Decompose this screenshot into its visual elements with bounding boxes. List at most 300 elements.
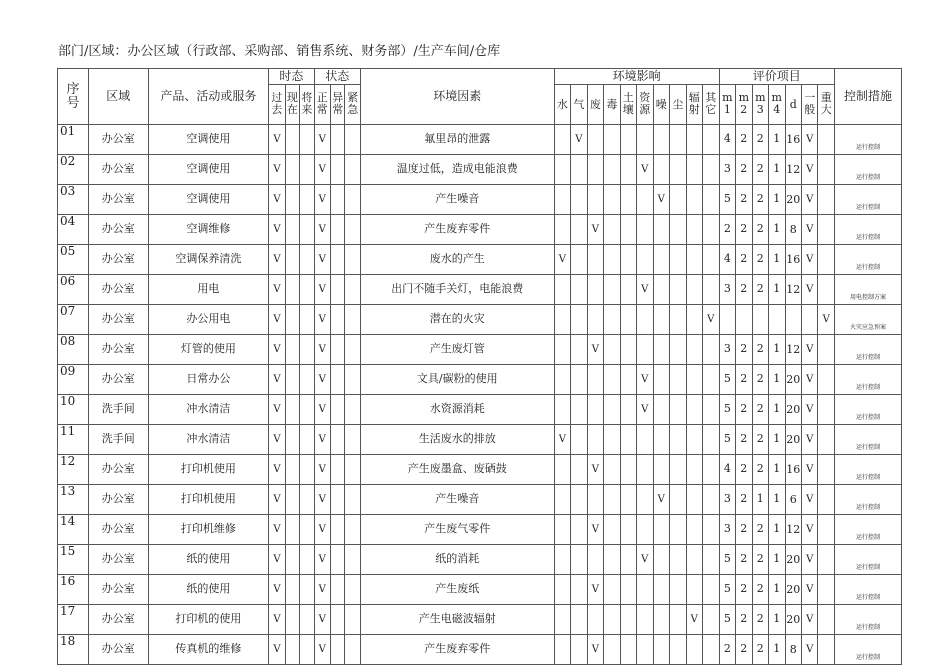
activity-cell: 打印机使用 — [148, 485, 269, 515]
state-mark — [345, 605, 360, 635]
impact-mark — [587, 155, 603, 185]
control-cell: 运行控制 — [834, 545, 901, 575]
row-number: 11 — [58, 425, 89, 455]
tense-mark: V — [269, 125, 285, 155]
level-mark: V — [802, 605, 818, 635]
factor-cell: 产生废墨盒、废硒鼓 — [360, 455, 554, 485]
factor-cell: 温度过低，造成电能浪费 — [360, 155, 554, 185]
impact-mark — [702, 425, 719, 455]
state-mark — [331, 515, 345, 545]
impact-mark — [604, 425, 620, 455]
eval-score: 5 — [719, 395, 735, 425]
impact-mark — [653, 455, 669, 485]
header-impact-soil: 土壤 — [620, 85, 636, 125]
row-number: 05 — [58, 245, 89, 275]
impact-mark — [637, 125, 653, 155]
impact-mark: V — [637, 275, 653, 305]
area-cell: 办公室 — [88, 185, 148, 215]
header-no: 序号 — [58, 69, 89, 125]
impact-mark — [554, 305, 570, 335]
eval-score: 5 — [719, 605, 735, 635]
eval-score: 2 — [752, 365, 768, 395]
eval-d: 16 — [785, 125, 801, 155]
impact-mark — [554, 455, 570, 485]
impact-mark — [620, 335, 636, 365]
impact-mark — [587, 365, 603, 395]
header-eval-m1: m1 — [719, 85, 735, 125]
level-mark — [818, 575, 835, 605]
impact-mark — [587, 245, 603, 275]
level-mark: V — [802, 245, 818, 275]
state-mark: V — [314, 605, 330, 635]
state-mark — [331, 545, 345, 575]
factor-cell: 水资源消耗 — [360, 395, 554, 425]
header-eval: 评价项目 — [719, 69, 834, 85]
impact-mark — [637, 215, 653, 245]
eval-score: 2 — [752, 275, 768, 305]
area-cell: 办公室 — [88, 545, 148, 575]
impact-mark — [653, 215, 669, 245]
state-mark — [345, 275, 360, 305]
impact-mark — [571, 305, 587, 335]
impact-mark — [554, 155, 570, 185]
table-row — [58, 155, 902, 185]
area-cell: 办公室 — [88, 215, 148, 245]
impact-mark — [571, 335, 587, 365]
level-mark — [818, 485, 835, 515]
impact-mark — [620, 485, 636, 515]
eval-score: 1 — [769, 185, 785, 215]
state-mark — [331, 425, 345, 455]
impact-mark — [637, 605, 653, 635]
factor-cell: 出门不随手关灯，电能浪费 — [360, 275, 554, 305]
tense-mark — [300, 335, 314, 365]
eval-score: 3 — [719, 515, 735, 545]
eval-score: 2 — [736, 185, 752, 215]
impact-mark — [620, 125, 636, 155]
state-mark — [331, 125, 345, 155]
state-mark — [331, 245, 345, 275]
eval-score: 2 — [752, 605, 768, 635]
impact-mark — [702, 635, 719, 665]
state-mark — [331, 635, 345, 665]
header-impact-radiation: 辐射 — [686, 85, 702, 125]
activity-cell: 打印机使用 — [148, 455, 269, 485]
impact-mark — [604, 155, 620, 185]
activity-cell: 冲水清洁 — [148, 425, 269, 455]
tense-mark: V — [269, 575, 285, 605]
impact-mark — [653, 275, 669, 305]
state-mark — [345, 635, 360, 665]
impact-mark — [604, 515, 620, 545]
eval-score — [752, 305, 768, 335]
state-mark — [345, 245, 360, 275]
tense-mark — [300, 395, 314, 425]
table-row — [58, 515, 902, 545]
table-row — [58, 275, 902, 305]
control-cell: 运行控制 — [834, 155, 901, 185]
control-cell: 运行控制 — [834, 215, 901, 245]
eval-score: 2 — [719, 215, 735, 245]
impact-mark — [702, 245, 719, 275]
impact-mark — [620, 545, 636, 575]
state-mark — [345, 215, 360, 245]
table-row — [58, 245, 902, 275]
level-mark — [818, 245, 835, 275]
factor-cell: 潜在的火灾 — [360, 305, 554, 335]
impact-mark — [702, 545, 719, 575]
eval-score: 2 — [736, 155, 752, 185]
eval-score: 3 — [719, 275, 735, 305]
impact-mark — [604, 365, 620, 395]
state-mark — [345, 185, 360, 215]
tense-mark: V — [269, 455, 285, 485]
header-state-abnormal: 异常 — [331, 85, 345, 125]
impact-mark: V — [637, 395, 653, 425]
tense-mark: V — [269, 545, 285, 575]
impact-mark — [604, 305, 620, 335]
impact-mark: V — [637, 155, 653, 185]
control-cell: 运行控制 — [834, 125, 901, 155]
impact-mark — [670, 305, 686, 335]
impact-mark: V — [587, 215, 603, 245]
row-number: 18 — [58, 635, 89, 665]
activity-cell: 纸的使用 — [148, 575, 269, 605]
impact-mark — [670, 425, 686, 455]
level-mark — [818, 155, 835, 185]
impact-mark — [670, 155, 686, 185]
eval-score: 3 — [719, 155, 735, 185]
impact-mark — [620, 455, 636, 485]
tense-mark: V — [269, 215, 285, 245]
impact-mark — [554, 125, 570, 155]
impact-mark — [670, 485, 686, 515]
impact-mark — [686, 425, 702, 455]
factor-cell: 产生电磁波辐射 — [360, 605, 554, 635]
tense-mark — [300, 515, 314, 545]
tense-mark: V — [269, 365, 285, 395]
eval-score: 2 — [736, 575, 752, 605]
impact-mark — [686, 485, 702, 515]
table-row — [58, 395, 902, 425]
header-impact: 环境影响 — [554, 69, 719, 85]
state-mark — [345, 335, 360, 365]
impact-mark — [604, 215, 620, 245]
tense-mark: V — [269, 155, 285, 185]
tense-mark — [300, 545, 314, 575]
activity-cell: 打印机的使用 — [148, 605, 269, 635]
eval-d: 12 — [785, 275, 801, 305]
impact-mark — [554, 215, 570, 245]
row-number: 07 — [58, 305, 89, 335]
eval-score: 1 — [769, 245, 785, 275]
level-mark: V — [802, 395, 818, 425]
area-cell: 办公室 — [88, 605, 148, 635]
factor-cell: 氟里昂的泄露 — [360, 125, 554, 155]
tense-mark: V — [269, 245, 285, 275]
tense-mark — [285, 575, 299, 605]
factor-cell: 生活废水的排放 — [360, 425, 554, 455]
activity-cell: 传真机的维修 — [148, 635, 269, 665]
impact-mark — [554, 395, 570, 425]
tense-mark: V — [269, 635, 285, 665]
impact-mark — [637, 485, 653, 515]
level-mark: V — [802, 215, 818, 245]
table-row — [58, 605, 902, 635]
activity-cell: 日常办公 — [148, 365, 269, 395]
tense-mark: V — [269, 425, 285, 455]
control-cell: 运行控制 — [834, 245, 901, 275]
factor-cell: 纸的消耗 — [360, 545, 554, 575]
impact-mark — [571, 605, 587, 635]
eval-score: 2 — [752, 515, 768, 545]
eval-score: 1 — [769, 155, 785, 185]
area-cell: 办公室 — [88, 575, 148, 605]
table-row — [58, 335, 902, 365]
eval-d: 20 — [785, 425, 801, 455]
impact-mark — [670, 215, 686, 245]
tense-mark — [285, 365, 299, 395]
eval-score: 2 — [736, 365, 752, 395]
tense-mark — [285, 245, 299, 275]
level-mark — [818, 275, 835, 305]
impact-mark — [554, 635, 570, 665]
eval-score: 1 — [769, 215, 785, 245]
eval-score: 2 — [752, 575, 768, 605]
impact-mark — [653, 545, 669, 575]
impact-mark — [587, 125, 603, 155]
level-mark — [818, 365, 835, 395]
impact-mark — [686, 275, 702, 305]
impact-mark — [702, 485, 719, 515]
header-state: 状态 — [314, 69, 360, 85]
eval-score: 2 — [719, 635, 735, 665]
impact-mark — [554, 275, 570, 305]
row-number: 09 — [58, 365, 89, 395]
activity-cell: 空调使用 — [148, 155, 269, 185]
header-tense-future: 将来 — [300, 85, 314, 125]
state-mark — [345, 305, 360, 335]
tense-mark — [285, 275, 299, 305]
impact-mark — [653, 305, 669, 335]
state-mark: V — [314, 125, 330, 155]
tense-mark — [300, 575, 314, 605]
row-number: 17 — [58, 605, 89, 635]
impact-mark — [637, 185, 653, 215]
eval-score: 5 — [719, 545, 735, 575]
eval-d: 20 — [785, 395, 801, 425]
eval-score: 2 — [752, 545, 768, 575]
tense-mark — [300, 245, 314, 275]
eval-d: 20 — [785, 545, 801, 575]
impact-mark — [554, 575, 570, 605]
environmental-aspects-table — [57, 68, 902, 665]
impact-mark — [653, 515, 669, 545]
state-mark: V — [314, 635, 330, 665]
impact-mark — [686, 575, 702, 605]
eval-score: 5 — [719, 185, 735, 215]
impact-mark — [702, 365, 719, 395]
tense-mark — [285, 185, 299, 215]
impact-mark — [670, 545, 686, 575]
eval-score: 1 — [769, 335, 785, 365]
impact-mark — [587, 395, 603, 425]
impact-mark — [686, 185, 702, 215]
impact-mark: V — [637, 365, 653, 395]
header-factor: 环境因素 — [360, 69, 554, 125]
impact-mark — [620, 185, 636, 215]
impact-mark — [571, 515, 587, 545]
row-number: 14 — [58, 515, 89, 545]
tense-mark — [285, 335, 299, 365]
impact-mark — [571, 245, 587, 275]
impact-mark — [571, 155, 587, 185]
impact-mark: V — [702, 305, 719, 335]
eval-score: 1 — [769, 575, 785, 605]
impact-mark — [554, 515, 570, 545]
impact-mark — [587, 545, 603, 575]
impact-mark — [587, 485, 603, 515]
area-cell: 办公室 — [88, 515, 148, 545]
eval-score: 2 — [736, 455, 752, 485]
impact-mark — [670, 335, 686, 365]
impact-mark — [637, 335, 653, 365]
header-eval-d: d — [785, 85, 801, 125]
level-mark: V — [802, 425, 818, 455]
impact-mark — [686, 155, 702, 185]
state-mark — [331, 305, 345, 335]
row-number: 10 — [58, 395, 89, 425]
state-mark: V — [314, 335, 330, 365]
level-mark: V — [802, 125, 818, 155]
impact-mark — [686, 635, 702, 665]
impact-mark — [587, 185, 603, 215]
header-impact-air: 气 — [571, 85, 587, 125]
impact-mark: V — [637, 545, 653, 575]
header-impact-waste: 废 — [587, 85, 603, 125]
row-number: 16 — [58, 575, 89, 605]
eval-score: 1 — [769, 635, 785, 665]
table-row — [58, 425, 902, 455]
impact-mark — [571, 485, 587, 515]
header-impact-noise: 噪 — [653, 85, 669, 125]
state-mark — [331, 275, 345, 305]
impact-mark: V — [587, 515, 603, 545]
tense-mark — [300, 305, 314, 335]
level-mark: V — [802, 365, 818, 395]
impact-mark — [571, 365, 587, 395]
header-eval-major: 重大 — [818, 85, 835, 125]
eval-score — [719, 305, 735, 335]
impact-mark — [653, 155, 669, 185]
header-eval-m3: m3 — [752, 85, 768, 125]
impact-mark — [686, 335, 702, 365]
impact-mark — [554, 335, 570, 365]
factor-cell: 产生废弃零件 — [360, 635, 554, 665]
header-impact-toxic: 毒 — [604, 85, 620, 125]
impact-mark — [620, 425, 636, 455]
state-mark — [345, 485, 360, 515]
eval-score: 2 — [752, 635, 768, 665]
impact-mark — [702, 395, 719, 425]
state-mark — [345, 515, 360, 545]
control-cell: 运行控制 — [834, 605, 901, 635]
state-mark — [345, 425, 360, 455]
eval-score: 5 — [719, 575, 735, 605]
impact-mark — [670, 245, 686, 275]
impact-mark — [571, 545, 587, 575]
eval-score: 2 — [752, 455, 768, 485]
area-cell: 办公室 — [88, 635, 148, 665]
tense-mark: V — [269, 605, 285, 635]
impact-mark — [637, 455, 653, 485]
activity-cell: 空调保养清洗 — [148, 245, 269, 275]
impact-mark — [554, 185, 570, 215]
impact-mark — [702, 125, 719, 155]
level-mark — [818, 515, 835, 545]
impact-mark — [670, 455, 686, 485]
row-number: 01 — [58, 125, 89, 155]
state-mark: V — [314, 485, 330, 515]
state-mark — [331, 155, 345, 185]
impact-mark — [702, 575, 719, 605]
state-mark — [331, 455, 345, 485]
level-mark: V — [802, 335, 818, 365]
impact-mark: V — [587, 575, 603, 605]
header-eval-m2: m2 — [736, 85, 752, 125]
impact-mark — [620, 215, 636, 245]
control-cell: 运行控制 — [834, 425, 901, 455]
level-mark — [818, 455, 835, 485]
header-product: 产品、活动或服务 — [148, 69, 269, 125]
tense-mark — [300, 455, 314, 485]
eval-d: 20 — [785, 575, 801, 605]
impact-mark — [620, 155, 636, 185]
level-mark: V — [818, 305, 835, 335]
eval-score — [769, 305, 785, 335]
tense-mark — [300, 125, 314, 155]
control-cell: 用电控制方案 — [834, 275, 901, 305]
page-title: 部门/区域：办公区域（行政部、采购部、销售系统、财务部）/生产车间/仓库 — [58, 44, 501, 59]
impact-mark — [620, 275, 636, 305]
header-area: 区域 — [88, 69, 148, 125]
impact-mark — [571, 455, 587, 485]
eval-score: 2 — [752, 185, 768, 215]
table-row — [58, 575, 902, 605]
impact-mark — [587, 425, 603, 455]
impact-mark — [620, 365, 636, 395]
eval-score: 2 — [736, 275, 752, 305]
eval-d: 12 — [785, 335, 801, 365]
table-row — [58, 125, 902, 155]
impact-mark — [686, 455, 702, 485]
impact-mark — [670, 275, 686, 305]
activity-cell: 办公用电 — [148, 305, 269, 335]
impact-mark — [587, 305, 603, 335]
header-tense-now: 现在 — [285, 85, 299, 125]
tense-mark — [300, 275, 314, 305]
eval-d: 8 — [785, 215, 801, 245]
eval-score: 1 — [769, 425, 785, 455]
impact-mark — [554, 485, 570, 515]
eval-score: 1 — [752, 485, 768, 515]
impact-mark — [686, 215, 702, 245]
eval-score: 2 — [752, 245, 768, 275]
level-mark: V — [802, 185, 818, 215]
area-cell: 办公室 — [88, 125, 148, 155]
area-cell: 办公室 — [88, 455, 148, 485]
eval-score: 2 — [736, 635, 752, 665]
